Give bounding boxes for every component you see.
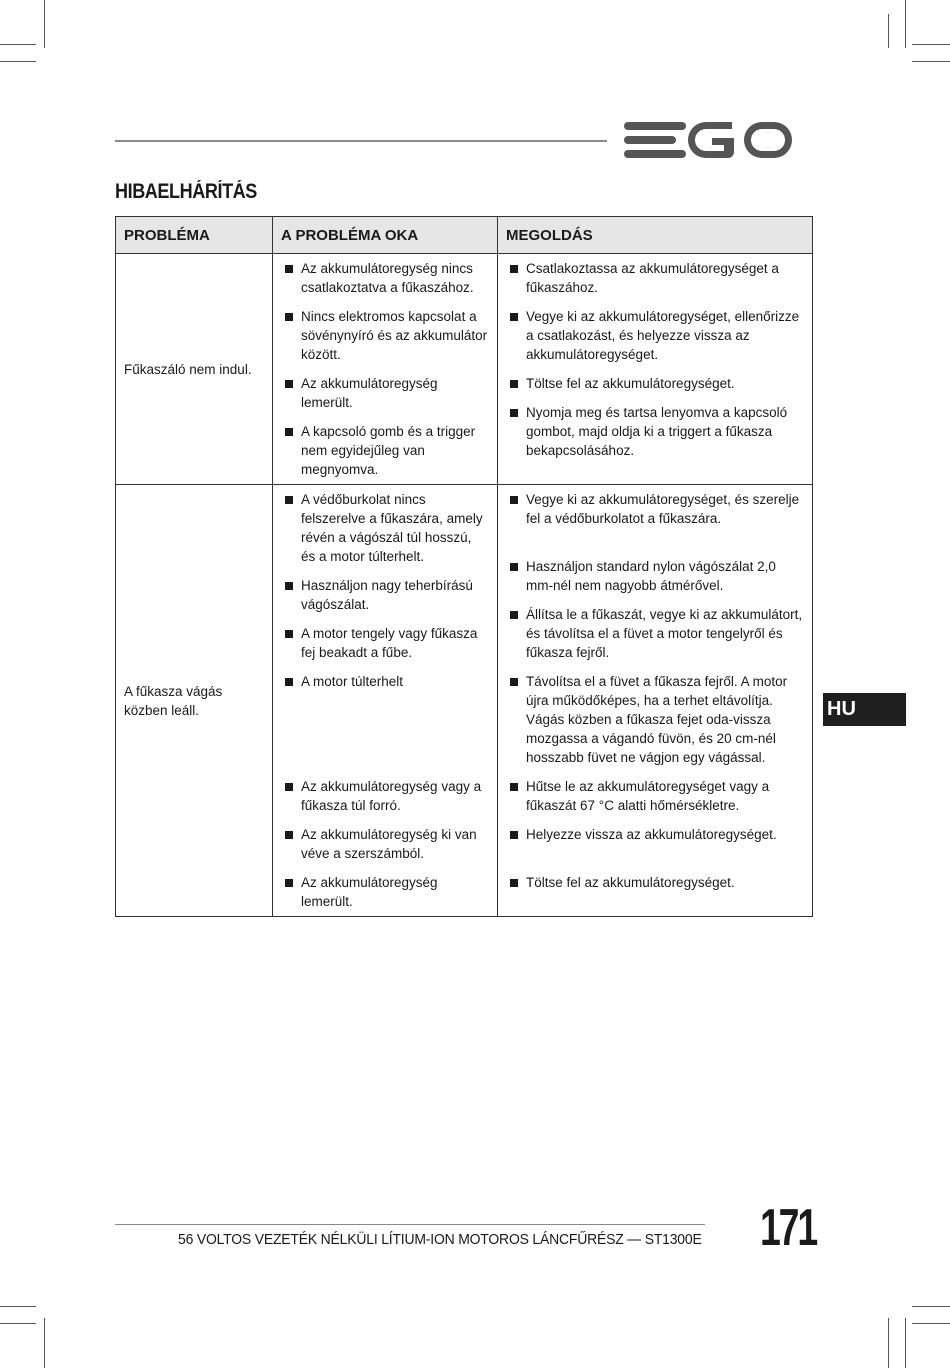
solution-text: Helyezze vissza az akkumulátoregységet. xyxy=(526,827,777,842)
solution-text: Töltse fel az akkumulátoregységet. xyxy=(526,376,735,391)
cause-text: A védőburkolat nincs felszerelve a fűkaszára, amely révén a vágószál túl hosszú, és a motor túlterhelt. xyxy=(301,492,483,564)
list-item xyxy=(281,873,489,911)
crop-mark xyxy=(905,0,906,48)
crop-mark xyxy=(888,14,889,48)
list-item xyxy=(506,825,804,863)
list-item xyxy=(506,374,804,393)
cause-text: Az akkumulátoregység vagy a fűkasza túl forró. xyxy=(301,779,482,813)
list-item xyxy=(506,307,804,364)
bullet-icon xyxy=(285,265,293,273)
table-header-row xyxy=(116,217,813,254)
crop-mark xyxy=(0,1306,36,1307)
column-header-problem: PROBLÉMA xyxy=(116,217,273,254)
bullet-icon xyxy=(285,380,293,388)
solution-text: Hűtse le az akkumulátoregységet vagy a fűkaszát 67 °C alatti hőmérsékletre. xyxy=(526,779,770,813)
bullet-icon xyxy=(285,879,293,887)
list-item xyxy=(281,374,489,412)
table-row xyxy=(116,254,813,485)
solution-text: Csatlakoztassa az akkumulátoregységet a fűkaszához. xyxy=(526,261,779,295)
problem-cell: Fűkaszáló nem indul. xyxy=(116,254,273,485)
list-item xyxy=(506,672,804,767)
cause-text: Nincs elektromos kapcsolat a sövénynyíró és az akkumulátor között. xyxy=(301,309,488,362)
list-item xyxy=(506,403,804,460)
cause-cell xyxy=(273,485,498,917)
list-item xyxy=(281,307,489,364)
list-item xyxy=(281,624,489,662)
bullet-icon xyxy=(285,428,293,436)
table-row xyxy=(116,485,813,917)
list-item xyxy=(281,422,489,479)
section-title: HIBAELHÁRÍTÁS xyxy=(115,180,257,203)
solution-text: Használjon standard nylon vágószálat 2,0 mm-nél nem nagyobb átmérővel. xyxy=(526,559,776,593)
page-number: 171 xyxy=(760,1199,816,1257)
header-rule xyxy=(115,140,607,142)
list-item xyxy=(281,777,489,815)
solution-text: Töltse fel az akkumulátoregységet. xyxy=(526,875,735,890)
solution-cell xyxy=(498,254,813,485)
list-item xyxy=(506,557,804,595)
bullet-icon xyxy=(510,380,518,388)
footer-rule xyxy=(115,1224,705,1225)
problem-cell: A fűkasza vágás közben leáll. xyxy=(116,485,273,917)
list-item xyxy=(506,605,804,662)
ego-logo xyxy=(622,118,812,162)
crop-mark xyxy=(0,1323,36,1324)
list-item xyxy=(281,259,489,297)
bullet-icon xyxy=(510,265,518,273)
cause-text: A motor tengely vagy fűkasza fej beakadt a fűbe. xyxy=(301,626,478,660)
bullet-icon xyxy=(285,496,293,504)
crop-mark xyxy=(912,1323,950,1324)
cause-text: Használjon nagy teherbírású vágószálat. xyxy=(301,578,473,612)
list-item xyxy=(281,576,489,614)
bullet-icon xyxy=(285,783,293,791)
bullet-icon xyxy=(510,409,518,417)
crop-mark xyxy=(912,61,950,62)
cause-text: Az akkumulátoregység lemerült. xyxy=(301,376,438,410)
list-item xyxy=(506,490,804,547)
crop-mark xyxy=(912,1306,950,1307)
crop-mark xyxy=(912,44,950,45)
solution-text: Távolítsa el a füvet a fűkasza fejről. A motor újra működőképes, ha a terhet eltávolítja. Vágás közben a fűkasza fejet oda-vissza mozgassa a vágandó füvön, és 20 cm-nél hosszabb füvet ne vágjon egy vágással. xyxy=(526,674,788,765)
footer-title: 56 VOLTOS VEZETÉK NÉLKÜLI LÍTIUM-ION MOTOROS LÁNCFŰRÉSZ — ST1300E xyxy=(178,1231,702,1248)
crop-mark xyxy=(905,1318,906,1368)
cause-text: Az akkumulátoregység lemerült. xyxy=(301,875,438,909)
cause-cell xyxy=(273,254,498,485)
bullet-icon xyxy=(510,831,518,839)
bullet-icon xyxy=(285,630,293,638)
troubleshooting-table xyxy=(115,216,813,917)
solution-cell xyxy=(498,485,813,917)
list-item xyxy=(281,490,489,566)
list-item xyxy=(506,873,804,892)
solution-text: Állítsa le a fűkaszát, vegye ki az akkumulátort, és távolítsa el a füvet a motor tengelyről és fűkasza fejről. xyxy=(526,607,803,660)
crop-mark xyxy=(888,1318,889,1368)
cause-text: A kapcsoló gomb és a trigger nem egyidejűleg van megnyomva. xyxy=(301,424,476,477)
solution-text: Vegye ki az akkumulátoregységet, és szerelje fel a védőburkolatot a fűkaszára. xyxy=(526,492,800,526)
cause-text: A motor túlterhelt xyxy=(301,674,404,689)
solution-text: Nyomja meg és tartsa lenyomva a kapcsoló gombot, majd oldja ki a triggert a fűkasza bekapcsolásához. xyxy=(526,405,788,458)
bullet-icon xyxy=(510,313,518,321)
list-item xyxy=(281,825,489,863)
bullet-icon xyxy=(285,313,293,321)
column-header-cause: A PROBLÉMA OKA xyxy=(273,217,498,254)
crop-mark xyxy=(0,61,36,62)
language-tab: HU xyxy=(823,693,906,726)
bullet-icon xyxy=(510,496,518,504)
crop-mark xyxy=(0,44,36,45)
bullet-icon xyxy=(510,783,518,791)
bullet-icon xyxy=(510,678,518,686)
crop-mark xyxy=(44,1318,45,1368)
list-item xyxy=(506,777,804,815)
bullet-icon xyxy=(510,611,518,619)
bullet-icon xyxy=(285,678,293,686)
bullet-icon xyxy=(285,582,293,590)
solution-text: Vegye ki az akkumulátoregységet, ellenőrizze a csatlakozást, és helyezze vissza az akkumulátoregységet. xyxy=(526,309,800,362)
cause-text: Az akkumulátoregység nincs csatlakoztatva a fűkaszához. xyxy=(301,261,474,295)
list-item xyxy=(281,672,489,767)
column-header-solution: MEGOLDÁS xyxy=(498,217,813,254)
crop-mark xyxy=(44,0,45,48)
bullet-icon xyxy=(510,563,518,571)
bullet-icon xyxy=(510,879,518,887)
cause-text: Az akkumulátoregység ki van véve a szerszámból. xyxy=(301,827,477,861)
list-item xyxy=(506,259,804,297)
bullet-icon xyxy=(285,831,293,839)
